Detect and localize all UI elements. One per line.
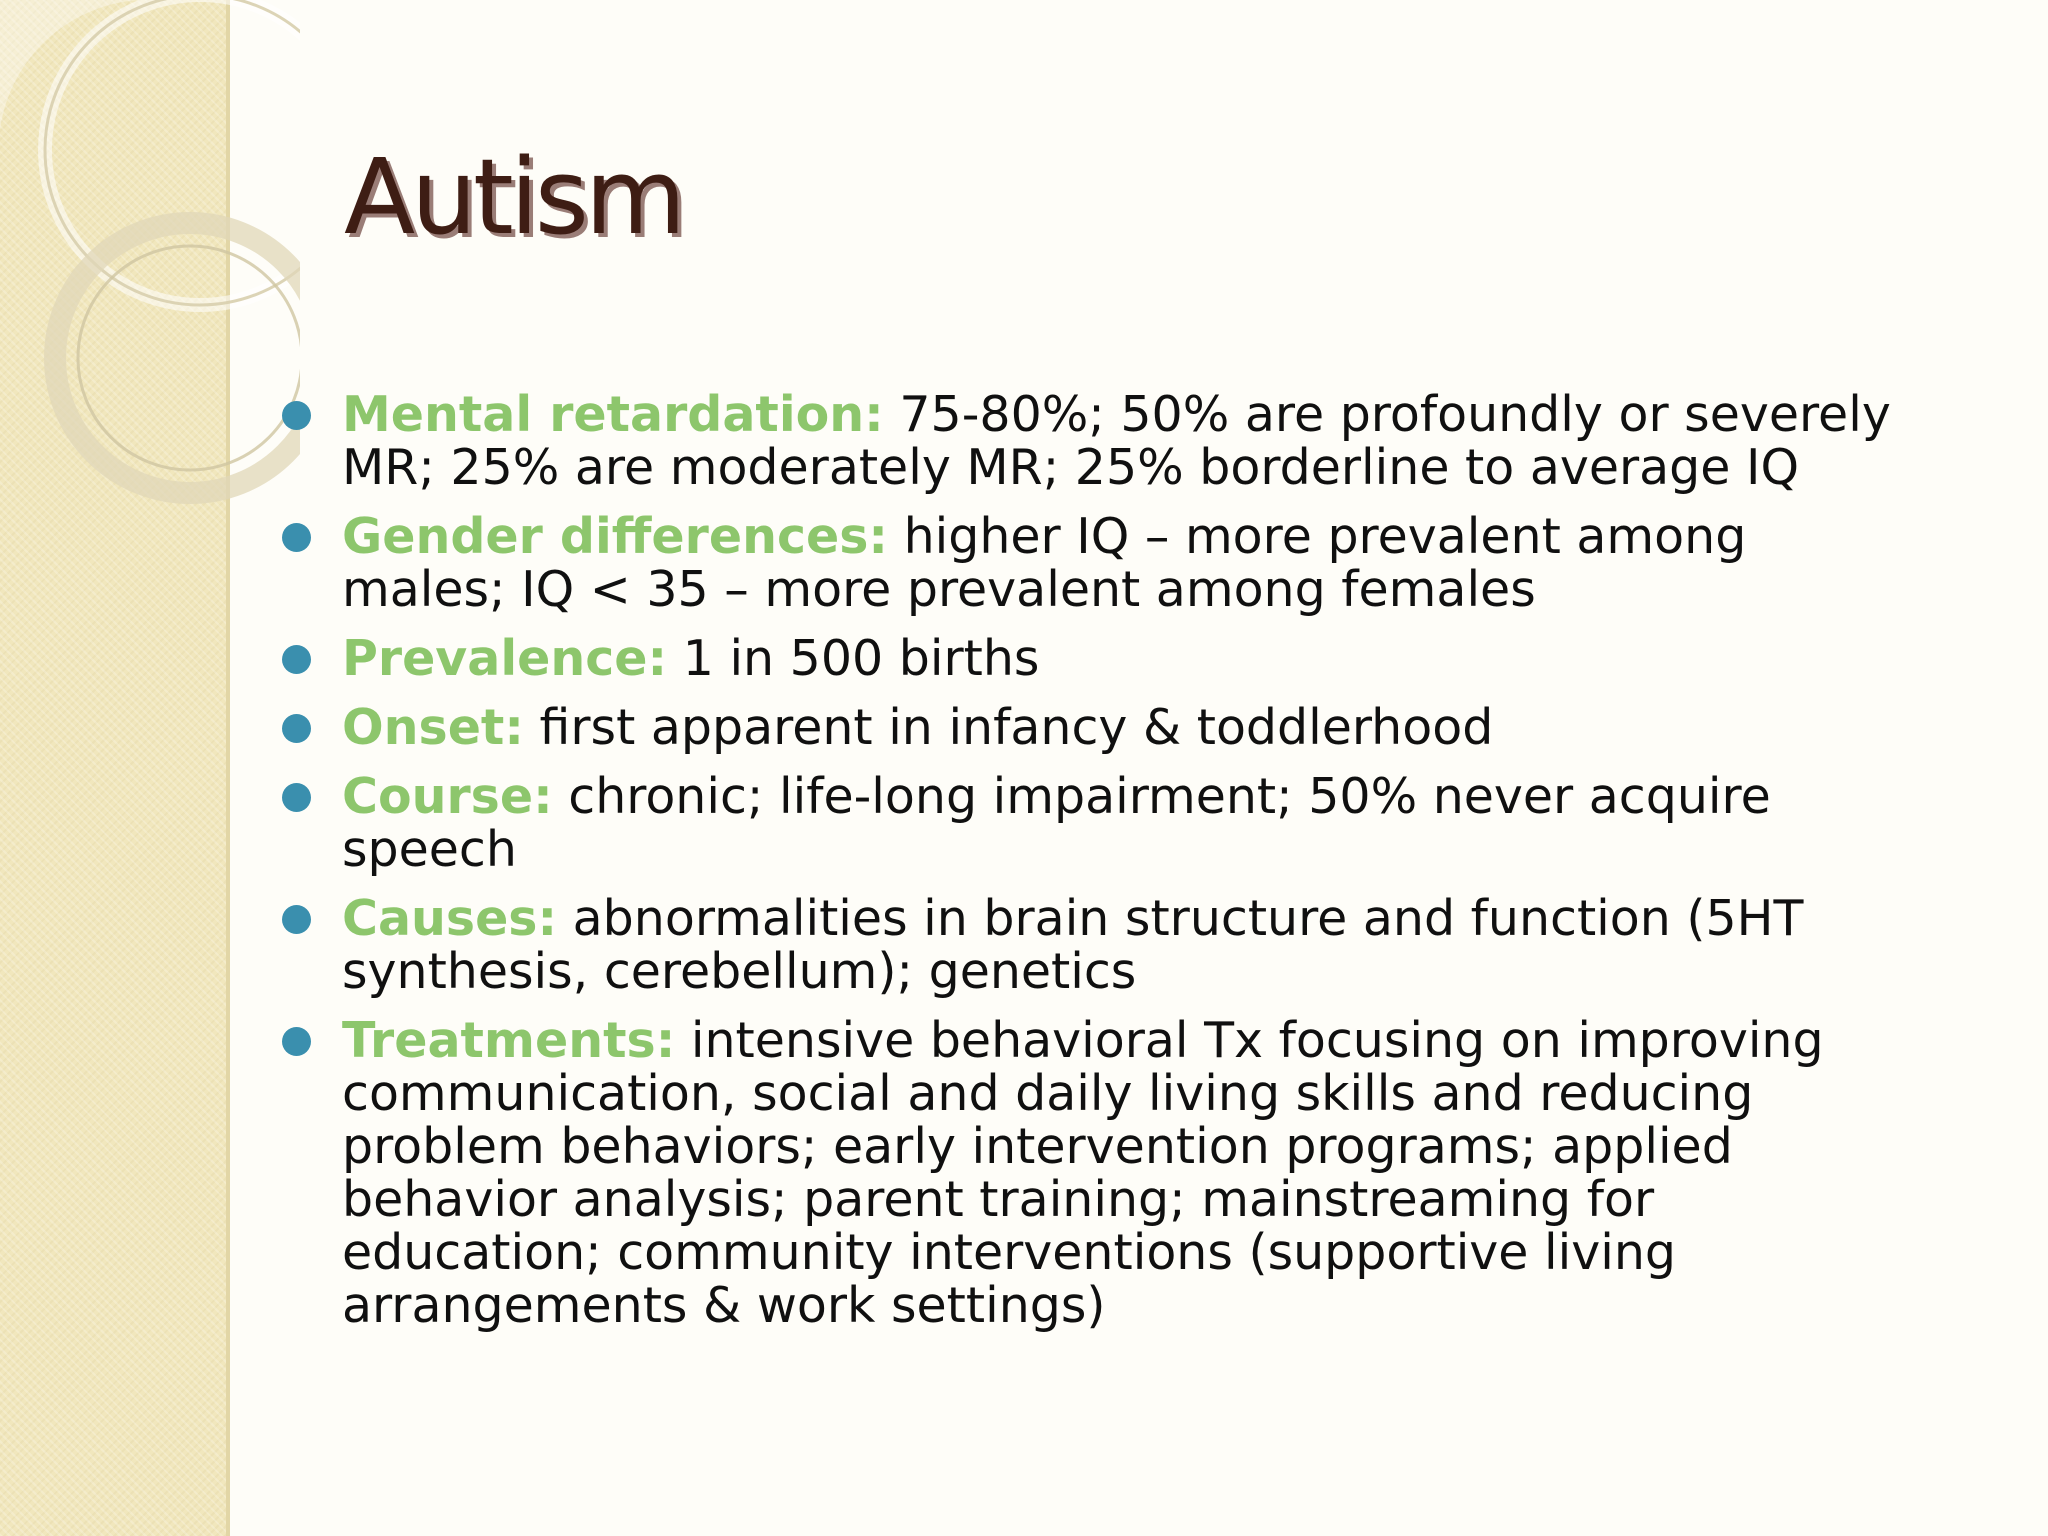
bullet-term: Causes: xyxy=(342,890,558,947)
bullet-item-gender-differences xyxy=(282,510,1902,616)
bullet-dot-icon xyxy=(282,523,311,552)
bullet-term: Prevalence: xyxy=(342,630,668,687)
bullet-item-onset xyxy=(282,701,1902,754)
slide-title: Autism xyxy=(344,136,683,258)
bullet-term: Gender differences: xyxy=(342,508,888,565)
bullet-term: Treatments: xyxy=(342,1012,676,1069)
bullet-dot-icon xyxy=(282,645,311,674)
bullet-dot-icon xyxy=(282,401,311,430)
bullet-text: abnormalities in brain structure and function (5HT synthesis, cerebellum); genetics xyxy=(342,890,1804,1000)
bullet-text: higher IQ – more prevalent among males; IQ < 35 – more prevalent among females xyxy=(342,508,1747,618)
bullet-term: Course: xyxy=(342,768,553,825)
bullet-dot-icon xyxy=(282,783,311,812)
bullet-list xyxy=(282,388,1902,1348)
bullet-item-course xyxy=(282,770,1902,876)
bullet-text: chronic; life-long impairment; 50% never acquire speech xyxy=(342,768,1771,878)
decorative-rings xyxy=(0,0,300,560)
bullet-dot-icon xyxy=(282,1027,311,1056)
bullet-item-causes xyxy=(282,892,1902,998)
bullet-term: Onset: xyxy=(342,699,524,756)
bullet-text: 1 in 500 births xyxy=(682,630,1040,687)
bullet-item-prevalence xyxy=(282,632,1902,685)
bullet-item-mental-retardation xyxy=(282,388,1902,494)
bullet-dot-icon xyxy=(282,905,311,934)
bullet-term: Mental retardation: xyxy=(342,386,884,443)
bullet-text: intensive behavioral Tx focusing on improving communication, social and daily living skills and reducing problem behaviors; early intervention programs; applied behavior analysis; parent training; mainstreaming for education; community interventions (supportive living arrangements & work settings) xyxy=(342,1012,1824,1334)
bullet-text: 75-80%; 50% are profoundly or severely MR; 25% are moderately MR; 25% borderline to average IQ xyxy=(342,386,1891,496)
bullet-text: first apparent in infancy & toddlerhood xyxy=(539,699,1494,756)
bullet-dot-icon xyxy=(282,714,311,743)
bullet-item-treatments xyxy=(282,1014,1902,1332)
